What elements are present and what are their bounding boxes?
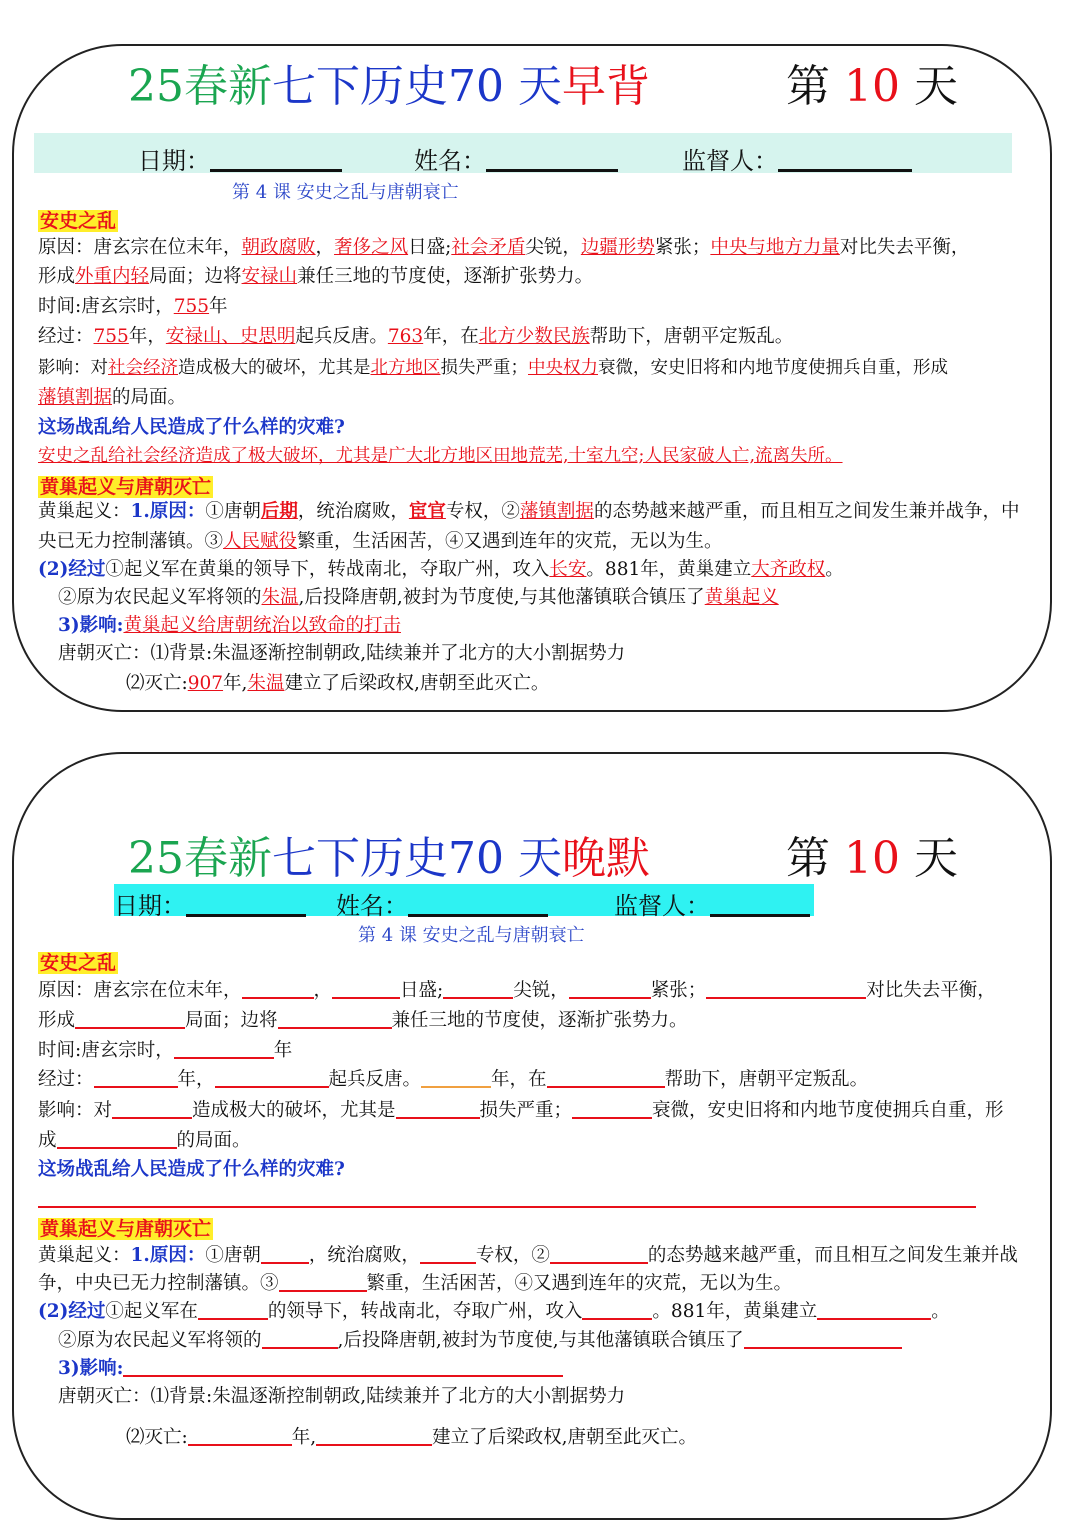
blank-input[interactable] (94, 1068, 178, 1088)
evening-impact-line2: 成 的局面。 (38, 1130, 251, 1151)
blank-input[interactable] (57, 1129, 177, 1149)
evening-supervisor-field[interactable]: 监督人： (614, 886, 810, 921)
evening-name-field[interactable]: 姓名： (336, 886, 548, 921)
morning-impact-line2: 藩镇割据的局面。 (38, 387, 187, 408)
blank-input[interactable] (215, 1068, 329, 1088)
blank-input[interactable] (262, 1329, 338, 1349)
evening-day-label: 第 10 天 (786, 833, 958, 884)
morning-day-label: 第 10 天 (786, 61, 958, 112)
blank-input[interactable] (817, 1300, 931, 1320)
blank-input[interactable] (279, 1272, 367, 1292)
evening-impact3-line: 3)影响: (58, 1357, 563, 1381)
blank-input[interactable] (706, 979, 866, 999)
morning-name-field[interactable]: 姓名： (414, 141, 618, 176)
blank-input[interactable] (261, 1244, 309, 1264)
morning-huangchao-cause-line1: 黄巢起义：1.原因：①唐朝后期，统治腐败，宦官专权，②藩镇割据的态势越来越严重，而且相互之间发生兼并战争，中 (38, 501, 1020, 522)
evening-impact-line1: 影响：对 造成极大的破坏，尤其是 损失严重； 衰微，安史旧将和内地节度使拥兵自重，形 (38, 1100, 1004, 1121)
morning-impact-line1: 影响：对社会经济造成极大的破坏，尤其是北方地区损失严重；中央权力衰微，安史旧将和内地节度使拥兵自重，形成 (38, 358, 948, 378)
blank-input[interactable] (316, 1426, 432, 1446)
blank-input[interactable] (420, 1244, 476, 1264)
evening-tang-fall-line: ⑵灭亡: 年, 建立了后梁政权,唐朝至此灭亡。 (126, 1427, 698, 1448)
evening-answer-blank[interactable] (38, 1206, 976, 1208)
blank-input[interactable] (198, 1300, 268, 1320)
blank-input[interactable] (550, 1244, 648, 1264)
morning-date-field[interactable]: 日期： (138, 141, 342, 176)
blank-input[interactable] (332, 979, 400, 999)
evening-huangchao-cause-line1: 黄巢起义：1.原因：①唐朝 ，统治腐败， 专权，② 的态势越来越严重，而且相互之间发生兼并战 (38, 1245, 1018, 1266)
blank-input[interactable] (744, 1329, 902, 1349)
morning-cause-line1: 原因：唐玄宗在位末年，朝政腐败，奢侈之风日盛;社会矛盾尖锐，边疆形势紧张；中央与地方力量对比失去平衡， (38, 237, 970, 258)
morning-answer: 安史之乱给社会经济造成了极大破坏，尤其是广大北方地区田地荒芜,十室九空;人民家破人亡,流离失所。 (38, 446, 843, 466)
morning-tang-fall-background: 唐朝灭亡：⑴背景:朱温逐渐控制朝政,陆续兼并了北方的大小割据势力 (58, 643, 626, 664)
blank-input[interactable] (174, 1039, 274, 1059)
evening-section2-heading: 黄巢起义与唐朝灭亡 (40, 1218, 212, 1240)
morning-process-line: 经过：755年，安禄山、史思明起兵反唐。763年，在北方少数民族帮助下，唐朝平定叛乱。 (38, 326, 794, 347)
evening-tang-fall-background: 唐朝灭亡：⑴背景:朱温逐渐控制朝政,陆续兼并了北方的大小割据势力 (58, 1386, 626, 1407)
blank-input[interactable] (278, 1009, 392, 1029)
evening-process-line: 经过： 年， 起兵反唐。 年，在 帮助下，唐朝平定叛乱。 (38, 1069, 869, 1090)
evening-cause-line1: 原因：唐玄宗在位末年， ， 日盛; 尖锐， 紧张； 对比失去平衡， (38, 980, 996, 1001)
morning-section2-heading: 黄巢起义与唐朝灭亡 (40, 476, 212, 498)
morning-cause-line2: 形成外重内轻局面；边将安禄山兼任三地的节度使，逐渐扩张势力。 (38, 266, 594, 287)
evening-question: 这场战乱给人民造成了什么样的灾难? (38, 1159, 345, 1180)
evening-huangchao-process: (2)经过①起义军在 的领导下，转战南北，夺取广州，攻入 。881年，黄巢建立 。 (38, 1301, 950, 1322)
morning-lesson-title: 第 4 课 安史之乱与唐朝衰亡 (232, 182, 459, 203)
blank-input[interactable] (75, 1009, 185, 1029)
blank-input[interactable] (582, 1300, 652, 1320)
blank-input[interactable] (547, 1068, 665, 1088)
evening-title: 25春新七下历史70 天晚默 (128, 833, 650, 884)
morning-huangchao-process: (2)经过①起义军在黄巢的领导下，转战南北，夺取广州，攻入长安。881年，黄巢建立大齐政权。 (38, 559, 844, 580)
blank-input[interactable] (443, 979, 513, 999)
morning-question: 这场战乱给人民造成了什么样的灾难? (38, 417, 345, 438)
blank-input[interactable] (569, 979, 651, 999)
morning-supervisor-field[interactable]: 监督人： (682, 141, 912, 176)
morning-time-line: 时间:唐玄宗时，755年 (38, 296, 228, 317)
blank-input[interactable] (188, 1426, 292, 1446)
morning-tang-fall-line: ⑵灭亡:907年,朱温建立了后梁政权,唐朝至此灭亡。 (126, 673, 550, 694)
evening-lesson-title: 第 4 课 安史之乱与唐朝衰亡 (358, 925, 585, 946)
blank-input[interactable] (112, 1099, 192, 1119)
morning-section1-heading: 安史之乱 (40, 210, 117, 232)
evening-zhuwen-line: ②原为农民起义军将领的 ,后投降唐朝,被封为节度使,与其他藩镇联合镇压了 (58, 1329, 902, 1353)
evening-date-field[interactable]: 日期： (114, 886, 306, 921)
blank-input[interactable] (572, 1099, 652, 1119)
evening-section1-heading: 安史之乱 (40, 952, 117, 974)
morning-title: 25春新七下历史70 天早背 (128, 61, 650, 112)
morning-huangchao-cause-line2: 央已无力控制藩镇。③人民赋役繁重，生活困苦，④又遇到连年的灾荒，无以为生。 (38, 531, 723, 552)
morning-zhuwen-line: ②原为农民起义军将领的朱温,后投降唐朝,被封为节度使,与其他藩镇联合镇压了黄巢起义 (58, 587, 779, 608)
blank-input[interactable] (396, 1099, 480, 1119)
blank-input[interactable] (123, 1357, 563, 1377)
evening-huangchao-cause-line2: 争，中央已无力控制藩镇。③ 繁重，生活困苦，④又遇到连年的灾荒，无以为生。 (38, 1273, 793, 1294)
blank-input[interactable] (242, 979, 314, 999)
evening-time-line: 时间:唐玄宗时， 年 (38, 1040, 293, 1061)
morning-impact3-line: 3)影响:黄巢起义给唐朝统治以致命的打击 (58, 615, 401, 636)
evening-cause-line2: 形成 局面；边将 兼任三地的节度使，逐渐扩张势力。 (38, 1010, 688, 1031)
blank-input[interactable] (421, 1068, 491, 1088)
